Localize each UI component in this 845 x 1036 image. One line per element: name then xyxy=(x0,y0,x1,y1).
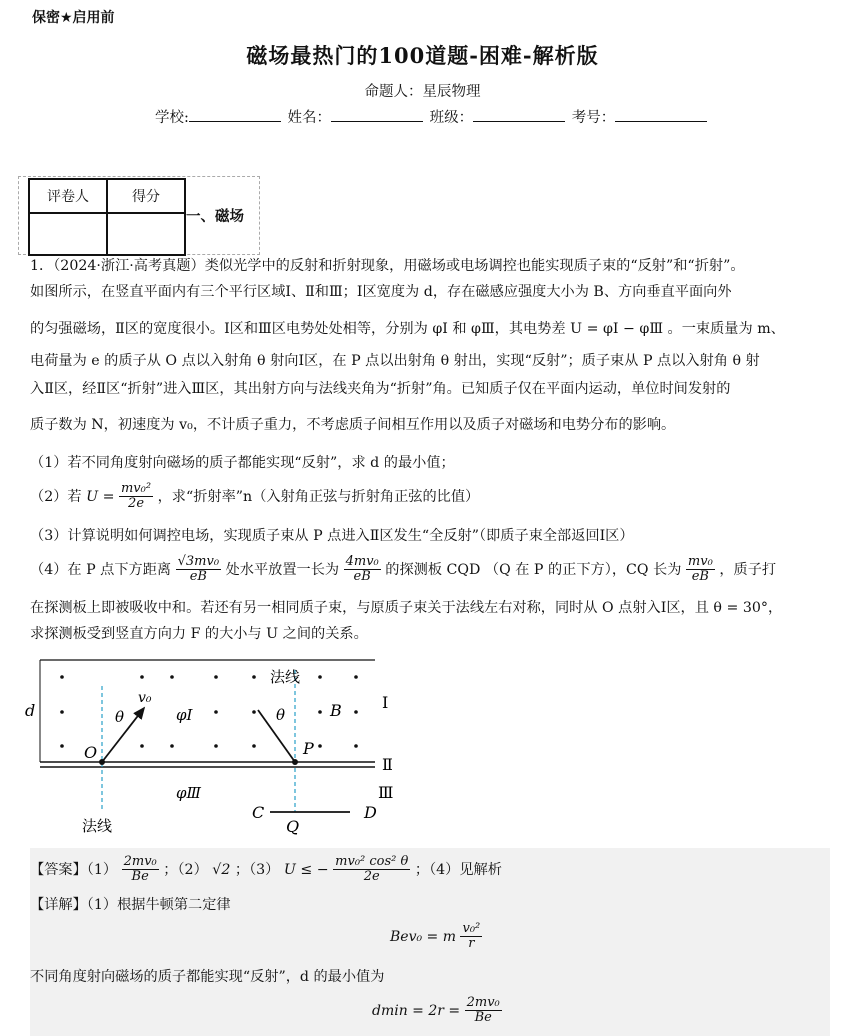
sub2-den: 2e xyxy=(128,496,145,512)
eq2-fraction xyxy=(465,996,502,1026)
sub2-eq: U = xyxy=(86,488,115,505)
sub4-fraction-2 xyxy=(344,555,381,585)
answer-part3: ；（3） xyxy=(234,861,280,878)
grader-table xyxy=(28,178,186,256)
detail-text-1: （1）根据牛顿第二定律 xyxy=(86,897,231,913)
class-label: 班级： xyxy=(429,110,474,126)
sub-question-4 xyxy=(30,555,845,585)
answer-part1: （1） xyxy=(86,861,118,878)
eq1-num: v₀² xyxy=(462,921,481,936)
class-field[interactable] xyxy=(473,106,565,122)
name-field[interactable] xyxy=(331,106,423,122)
sub4-f3d: eB xyxy=(691,569,709,585)
label-d-point: D xyxy=(364,803,377,822)
label-phi1: φⅠ xyxy=(176,706,193,724)
sub4-f3n: mv₀ xyxy=(687,554,713,569)
label-c: C xyxy=(252,803,265,822)
score-header: 得分 xyxy=(107,179,185,213)
point-o-dot xyxy=(99,759,105,765)
eq2-num: 2mv₀ xyxy=(466,995,500,1010)
answer-part2: ；（2） xyxy=(163,861,208,878)
sub-question-2 xyxy=(30,482,845,512)
label-theta-p: θ xyxy=(276,706,286,724)
score-cell[interactable] xyxy=(107,213,185,255)
sub-question-1: （1）若不同角度射向磁场的质子都能实现“反射”，求 d 的最小值； xyxy=(30,455,455,471)
answer-line xyxy=(30,855,845,885)
question-line-2: 如图所示，在竖直平面内有三个平行区域Ⅰ、Ⅱ和Ⅲ；Ⅰ区宽度为 d，存在磁感应强度大小为 B、方向垂直平面向外 xyxy=(30,284,732,300)
info-line xyxy=(155,106,709,127)
question-line-1: 1．（2024·浙江·高考真题）类似光学中的反射和折射现象，用磁场或电场调控也能实现质子束的“反射”和“折射”。 xyxy=(30,258,745,274)
a3-num: mv₀² cos² θ xyxy=(335,854,409,869)
label-b: B xyxy=(330,701,342,720)
label-v0: v₀ xyxy=(138,690,152,706)
detail-label: 【详解】 xyxy=(30,897,87,913)
sub2-suffix: ，求“折射率”n（入射角正弦与折射角正弦的比值） xyxy=(157,488,480,505)
page-title: 磁场最热门的100道题-困难-解析版 xyxy=(246,43,599,68)
grader-header: 评卷人 xyxy=(29,179,107,213)
sub4-f2n: 4mv₀ xyxy=(345,554,379,569)
answer-3-lhs: U ≤ − xyxy=(283,861,329,878)
label-theta-o: θ xyxy=(115,708,125,726)
magnetic-field-dots xyxy=(60,675,358,748)
a1-den: Be xyxy=(131,869,149,885)
section-title: 一、磁场 xyxy=(186,209,244,225)
detail-line-2: 不同角度射向磁场的质子都能实现“反射”，d 的最小值为 xyxy=(30,969,385,985)
answer-1-fraction xyxy=(122,855,159,885)
sub4-f2d: eB xyxy=(353,569,371,585)
exam-no-field[interactable] xyxy=(615,106,707,122)
label-normal-bottom: 法线 xyxy=(82,817,113,835)
sub2-num: mv₀² xyxy=(120,481,152,496)
eq2-lhs: dmin = 2r = xyxy=(372,1002,461,1019)
eq2-den: Be xyxy=(474,1010,492,1026)
sub2-fraction xyxy=(119,482,153,512)
sub4-c: 的探测板 CQD （Q 在 P 的正下方），CQ 长为 xyxy=(385,561,682,578)
label-phi3: φⅢ xyxy=(176,784,201,802)
sub4-f1d: eB xyxy=(189,569,207,585)
label-o: O xyxy=(84,743,98,762)
grader-cell[interactable] xyxy=(29,213,107,255)
sub4-fraction-1 xyxy=(176,555,221,585)
eq1-fraction xyxy=(460,922,482,952)
a3-den: 2e xyxy=(363,869,380,885)
school-label: 学校: xyxy=(155,110,189,126)
equation-2 xyxy=(372,996,502,1026)
secret-label: 保密★启用前 xyxy=(32,10,115,26)
sub4-b: 处水平放置一长为 xyxy=(225,561,340,578)
equation-1 xyxy=(390,922,482,952)
detail-line-1 xyxy=(30,896,845,915)
question-line-5: 入Ⅱ区，经Ⅱ区“折射”进入Ⅲ区，其出射方向与法线夹角为“折射”角。已知质子仅在平面内运动，单位时间发射的 xyxy=(30,381,731,397)
sub2-prefix: （2）若 xyxy=(30,488,82,505)
sub4-f1n: √3mv₀ xyxy=(177,554,220,569)
answer-part4: ；（4）见解析 xyxy=(414,861,502,878)
point-p-dot xyxy=(292,759,298,765)
sub4-a: （4）在 P 点下方距离 xyxy=(30,561,172,578)
a1-num: 2mv₀ xyxy=(123,854,157,869)
label-q: Q xyxy=(286,817,300,836)
answer-3-fraction xyxy=(333,855,410,885)
answer-label: 【答案】 xyxy=(30,861,87,878)
question-line-4: 电荷量为 e 的质子从 O 点以入射角 θ 射向Ⅰ区，在 P 点以出射角 θ 射出，实现“反射”；质子束从 P 点以入射角 θ 射 xyxy=(30,353,760,369)
author-line: 命题人：星辰物理 xyxy=(364,84,481,100)
label-p: P xyxy=(303,739,314,758)
sub-question-3: （3）计算说明如何调控电场，实现质子束从 P 点进入Ⅱ区发生“全反射”（即质子束全部返回Ⅰ区） xyxy=(30,528,634,544)
label-region2: Ⅱ xyxy=(382,755,393,774)
sub4-fraction-3 xyxy=(686,555,715,585)
eq1-den: r xyxy=(468,936,475,952)
sub-question-4-line-2: 在探测板上即被吸收中和。若还有另一相同质子束，与原质子束关于法线左右对称，同时从 O 点射入Ⅰ区，且 θ = 30°， xyxy=(30,600,783,616)
answer-2-value: √2 xyxy=(212,861,231,878)
sub-question-4-line-3: 求探测板受到竖直方向力 F 的大小与 U 之间的关系。 xyxy=(30,626,368,642)
sub4-d: ，质子打 xyxy=(719,561,777,578)
question-line-6: 质子数为 N，初速度为 v₀，不计质子重力，不考虑质子间相互作用以及质子对磁场和电势分布的影响。 xyxy=(30,417,676,433)
label-region1: Ⅰ xyxy=(382,693,389,712)
physics-figure xyxy=(20,650,440,845)
question-line-3: 的匀强磁场，Ⅱ区的宽度很小。Ⅰ区和Ⅲ区电势处处相等，分别为 φⅠ 和 φⅢ，其电势差 U = φⅠ − φⅢ 。一束质量为 m、 xyxy=(30,321,785,337)
label-normal-top: 法线 xyxy=(270,668,301,686)
eq1-lhs: Bev₀ = m xyxy=(390,928,457,945)
label-region3: Ⅲ xyxy=(378,783,394,802)
label-d: d xyxy=(25,701,36,720)
name-label: 姓名： xyxy=(287,110,331,126)
school-field[interactable] xyxy=(189,106,281,122)
exam-no-label: 考号： xyxy=(571,110,616,126)
